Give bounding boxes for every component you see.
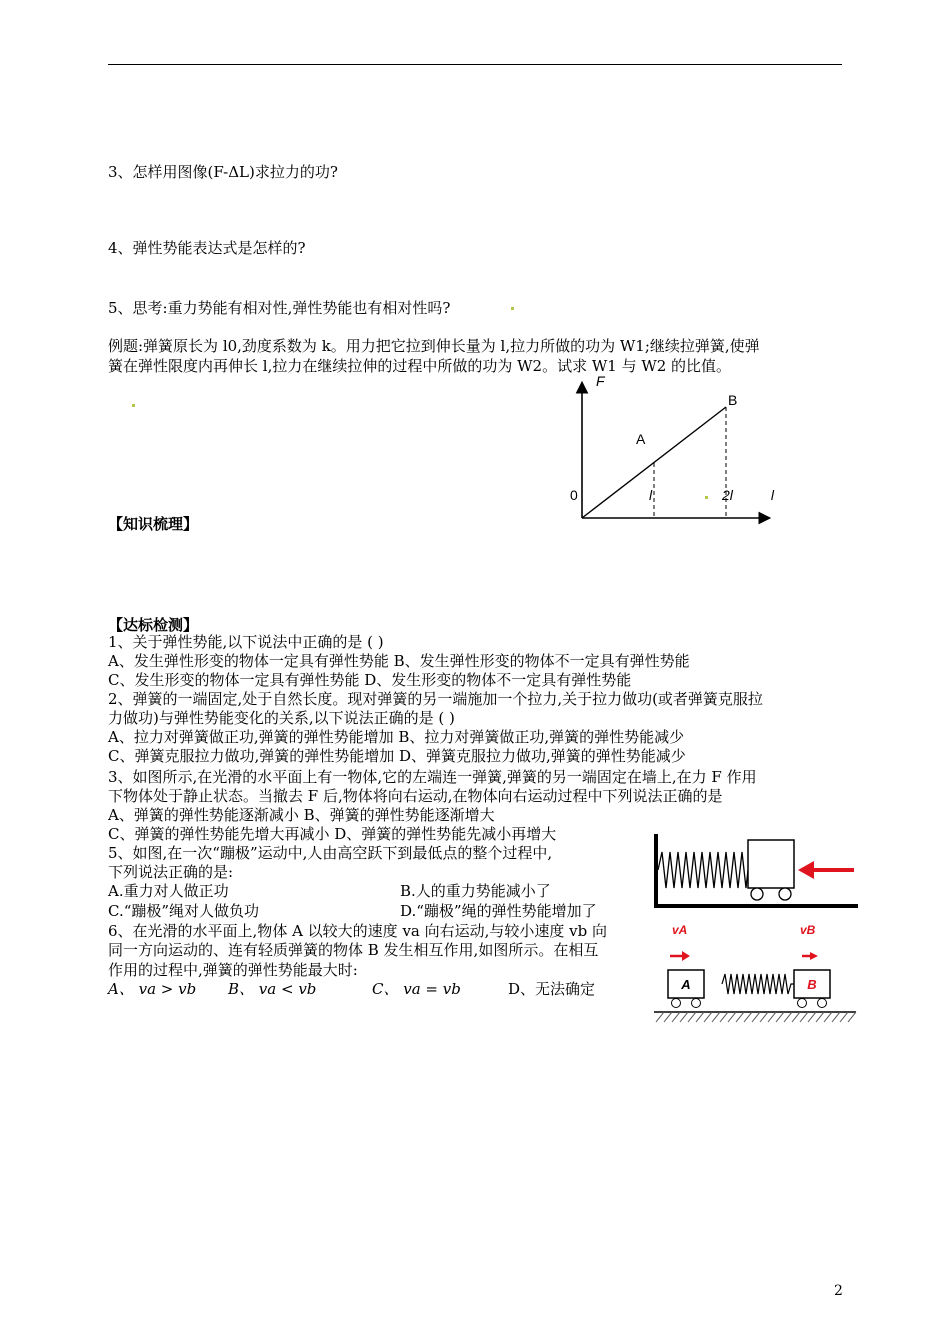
velocity-a-arrow-head (682, 951, 690, 961)
block (748, 840, 794, 888)
test-2-line-2: 力做功)与弹性势能变化的关系,以下说法正确的是 ( ) (108, 709, 455, 727)
test-5-line-1: 5、如图,在一次“蹦极”运动中,人由高空跃下到最低点的整个过程中, (108, 844, 553, 862)
wheel (692, 999, 701, 1008)
wheel (779, 888, 791, 900)
test-2-line-1: 2、弹簧的一端固定,处于自然长度。现对弹簧的另一端施加一个拉力,关于拉力做功(或者弹簧克服拉 (108, 690, 763, 708)
velocity-b-label: vB (800, 923, 816, 937)
stray-dot (132, 404, 135, 407)
x-axis-label: l (770, 487, 774, 503)
test-5-option-d: D.“蹦极”绳的弹性势能增加了 (400, 902, 597, 920)
spring (658, 852, 748, 888)
test-1-option-ab: A、发生弹性形变的物体一定具有弹性势能 B、发生弹性形变的物体不一定具有弹性势能 (108, 652, 690, 670)
example-line-1: 例题:弹簧原长为 l0,劲度系数为 k。用力把它拉到伸长量为 l,拉力所做的功为 W1;继续拉弹簧,使弹 (108, 337, 760, 355)
test-5-option-b: B.人的重力势能减小了 (400, 882, 551, 900)
stray-dot (511, 307, 514, 310)
test-3-line-1: 3、如图所示,在光滑的水平面上有一物体,它的左端连一弹簧,弹簧的另一端固定在墙上,在力 F 作用 (108, 768, 757, 786)
wheel (751, 888, 763, 900)
test-5-option-a: A.重力对人做正功 (108, 882, 229, 900)
force-extension-graph (560, 372, 780, 532)
test-6-option-a: A、 va > vb (108, 980, 197, 998)
velocity-a-label: vA (672, 923, 688, 937)
cart-a-label: A (681, 977, 691, 992)
test-6-option-c: C、 va = vb (372, 980, 461, 998)
y-axis-label: F (596, 373, 605, 389)
spring (722, 974, 794, 994)
question-3: 3、怎样用图像(F-ΔL)求拉力的功? (108, 163, 338, 181)
test-6-option-b: B、 va < vb (228, 980, 317, 998)
test-6-line-1: 6、在光滑的水平面上,物体 A 以较大的速度 va 向右运动,与较小速度 vb 向 (108, 922, 608, 940)
tick-label-l: l (649, 487, 653, 503)
velocity-b-arrow-head (810, 952, 818, 960)
spring-block-figure (648, 830, 860, 912)
section-knowledge: 【知识梳理】 (108, 515, 199, 533)
test-2-option-ab: A、拉力对弹簧做正功,弹簧的弹性势能增加 B、拉力对弹簧做正功,弹簧的弹性势能减少 (108, 728, 685, 746)
question-4: 4、弹性势能表达式是怎样的? (108, 239, 306, 257)
test-6-line-2: 同一方向运动的、连有轻质弹簧的物体 B 发生相互作用,如图所示。在相互 (108, 941, 599, 959)
stray-dot (705, 496, 708, 499)
wheel (818, 999, 827, 1008)
question-5: 5、思考:重力势能有相对性,弹性势能也有相对性吗? (108, 299, 451, 317)
point-b-label: B (728, 392, 738, 408)
test-3-option-ab: A、弹簧的弹性势能逐渐减小 B、弹簧的弹性势能逐渐增大 (108, 806, 495, 824)
force-arrow-head (798, 861, 814, 879)
test-2-option-cd: C、弹簧克服拉力做功,弹簧的弹性势能增加 D、弹簧克服拉力做功,弹簧的弹性势能减少 (108, 747, 686, 765)
section-test: 【达标检测】 (108, 616, 199, 634)
origin-label: 0 (570, 487, 578, 503)
header-rule (108, 64, 842, 65)
test-3-line-2: 下物体处于静止状态。当撤去 F 后,物体将向右运动,在物体向右运动过程中下列说法正确的是 (108, 787, 723, 805)
page-number: 2 (834, 1283, 843, 1299)
test-5-line-2: 下列说法正确的是: (108, 863, 234, 881)
test-6-line-3: 作用的过程中,弹簧的弹性势能最大时: (108, 961, 358, 979)
cart-b-label: B (807, 977, 817, 992)
test-1: 1、关于弹性势能,以下说法中正确的是 ( ) (108, 633, 384, 651)
tick-label-2l: 2l (722, 487, 733, 503)
test-3-option-cd: C、弹簧的弹性势能先增大再减小 D、弹簧的弹性势能先减小再增大 (108, 825, 557, 843)
test-1-option-cd: C、发生形变的物体一定具有弹性势能 D、发生形变的物体不一定具有弹性势能 (108, 671, 632, 689)
wheel (798, 999, 807, 1008)
ground-hatch (656, 1012, 856, 1022)
carts-figure (652, 922, 858, 1030)
test-6-option-d: D、无法确定 (508, 980, 596, 998)
wheel (672, 999, 681, 1008)
example-line-2: 簧在弹性限度内再伸长 l,拉力在继续拉伸的过程中所做的功为 W2。试求 W1 与 W2 的比值。 (108, 357, 732, 375)
test-5-option-c: C.“蹦极”绳对人做负功 (108, 902, 260, 920)
point-a-label: A (636, 431, 646, 447)
